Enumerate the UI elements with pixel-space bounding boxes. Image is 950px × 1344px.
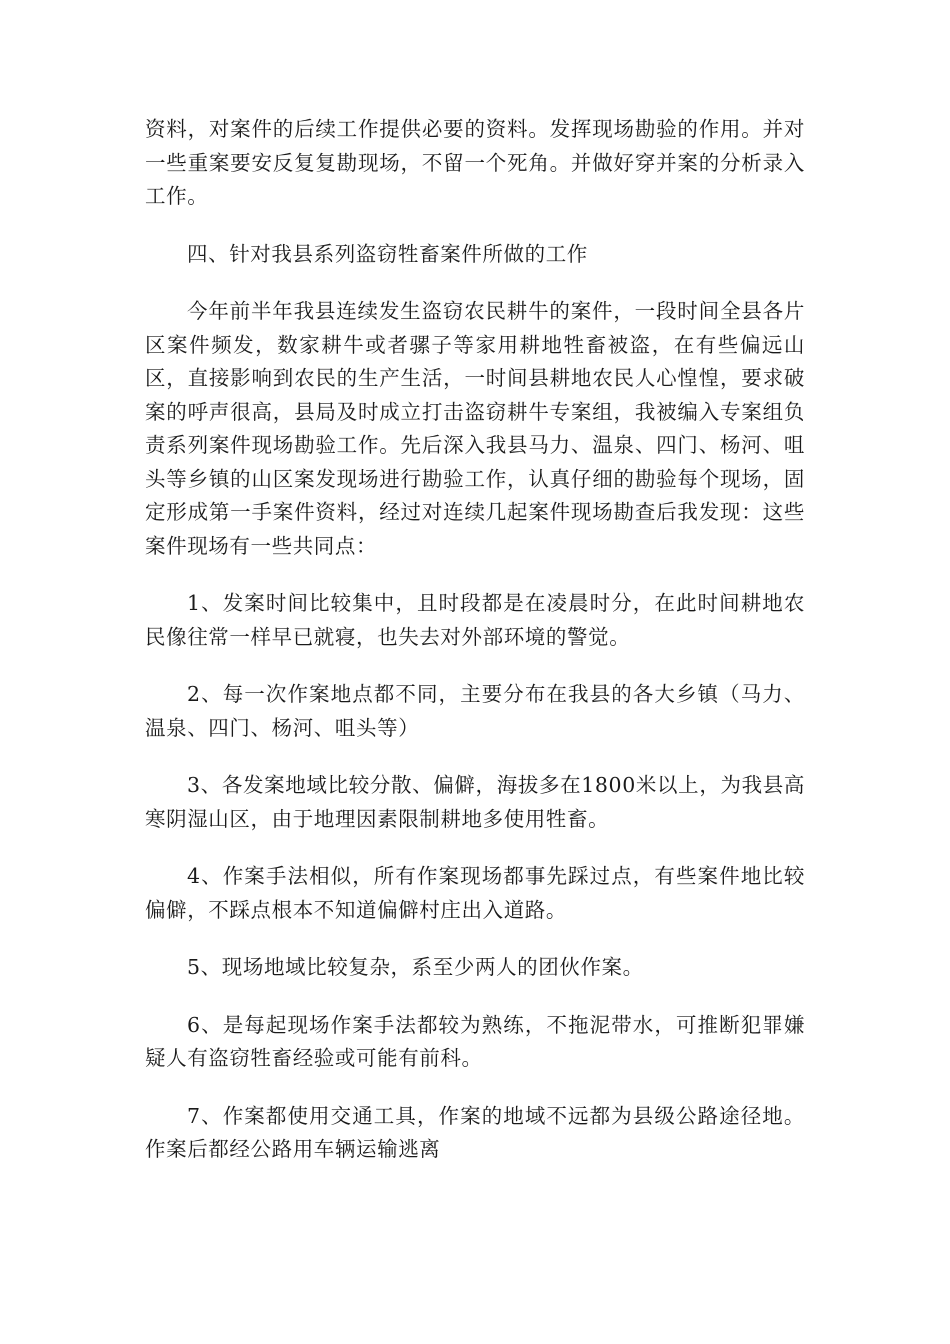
list-item-7: 7、作案都使用交通工具，作案的地域不远都为县级公路途径地。作案后都经公路用车辆运输逃离: [145, 1103, 805, 1161]
list-item-1: 1、发案时间比较集中，且时段都是在凌晨时分，在此时间耕地农民像往常一样早已就寝，也失去对外部环境的警觉。: [145, 591, 805, 649]
paragraph-intro: 今年前半年我县连续发生盗窃农民耕牛的案件，一段时间全县各片区案件频发，数家耕牛或者骡子等家用耕地牲畜被盗，在有些偏远山区，直接影响到农民的生产生活，一时间县耕地农民人心惶惶，要求破案的呼声很高，县局及时成立打击盗窃耕牛专案组，我被编入专案组负责系列案件现场勘验工作。先后深入我县马力、温泉、四门、杨河、咀头等乡镇的山区案发现场进行勘验工作，认真仔细的勘验每个现场，固定形成第一手案件资料，经过对连续几起案件现场勘查后我发现：这些案件现场有一些共同点：: [145, 299, 805, 558]
document-body: [145, 113, 805, 1191]
list-item-5: 5、现场地域比较复杂，系至少两人的团伙作案。: [187, 955, 644, 979]
paragraph-continuation: 资料，对案件的后续工作提供必要的资料。发挥现场勘验的作用。并对一些重案要安反复复勘现场，不留一个死角。并做好穿并案的分析录入工作。: [145, 117, 805, 208]
list-item-3: 3、各发案地域比较分散、偏僻，海拔多在1800米以上，为我县高寒阴湿山区，由于地理因素限制耕地多使用牲畜。: [145, 773, 805, 831]
list-item-6: 6、是每起现场作案手法都较为熟练，不拖泥带水，可推断犯罪嫌疑人有盗窃牲畜经验或可能有前科。: [145, 1012, 805, 1070]
list-item-4: 4、作案手法相似，所有作案现场都事先踩过点，有些案件地比较偏僻，不踩点根本不知道偏僻村庄出入道路。: [145, 864, 805, 922]
section-heading: 四、针对我县系列盗窃牲畜案件所做的工作: [187, 241, 588, 266]
list-item-2: 2、每一次作案地点都不同，主要分布在我县的各大乡镇（马力、温泉、四门、杨河、咀头等）: [145, 682, 805, 740]
